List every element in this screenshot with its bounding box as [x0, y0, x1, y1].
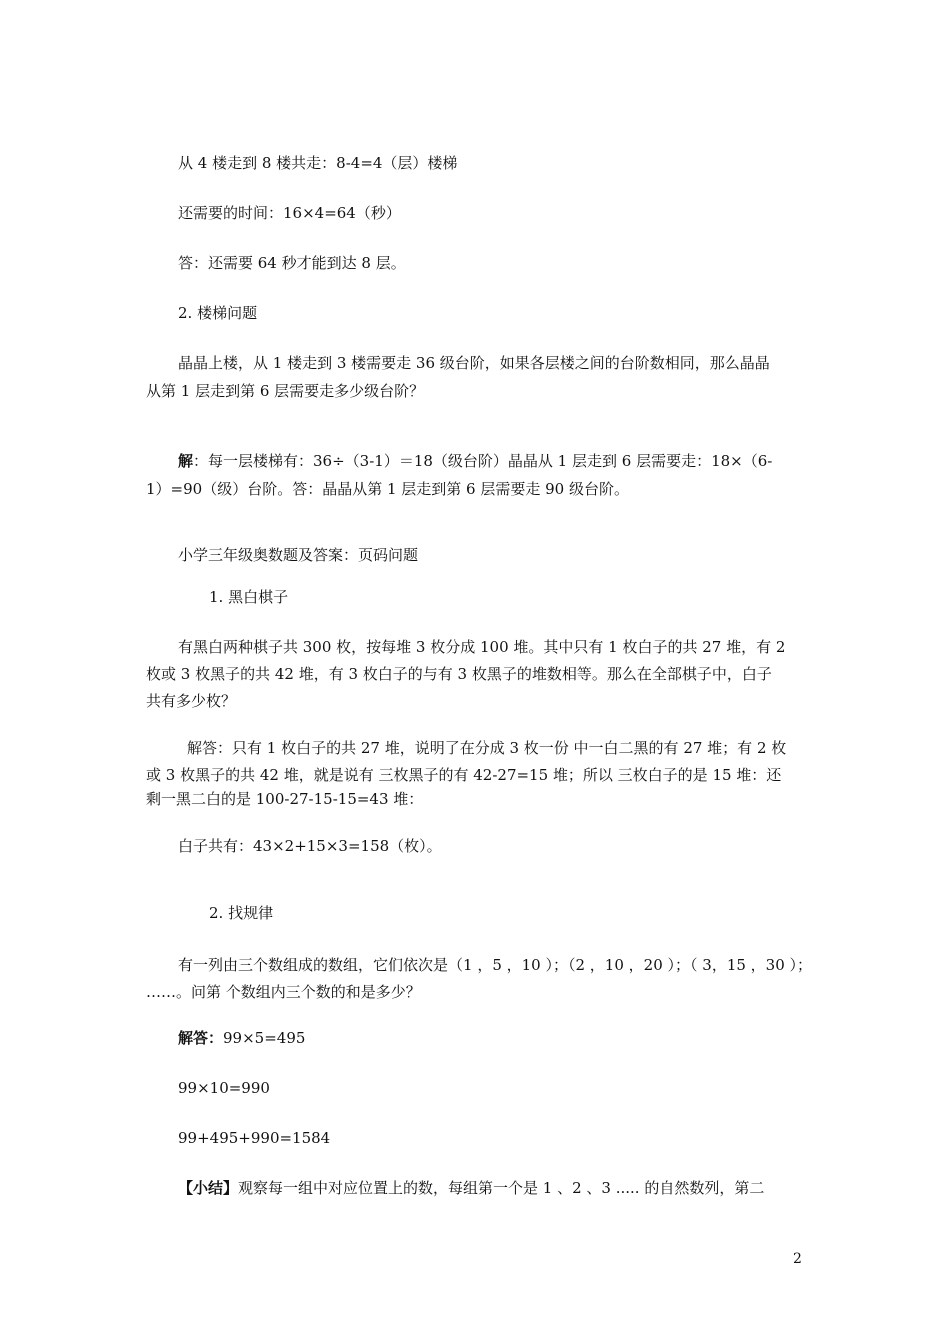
summary-text: 观察每一组中对应位置上的数，每组第一个是 1 、2 、3 ..... 的自然数列，第二 [238, 1179, 765, 1197]
section-heading: 2. 楼梯问题 [178, 304, 258, 322]
text-line: 99×10=990 [178, 1079, 270, 1097]
text-line: 答：还需要 64 秒才能到达 8 层。 [178, 254, 406, 272]
solution-text: ：每一层楼梯有：36÷（3-1）＝18（级台阶）晶晶从 1 层走到 6 层需要走：18×（6- [193, 452, 773, 470]
answer-text: 99×5=495 [223, 1029, 306, 1047]
text-line: 有一列由三个数组成的数组，它们依次是（1 ，5 ，10 ）；（2 ，10 ，20 ）；（ 3，15 ，30 ）； [178, 956, 813, 974]
text-line: 枚或 3 枚黑子的共 42 堆，有 3 枚白子的与有 3 枚黑子的堆数相等。那么在全部棋子中，白子 [146, 665, 772, 683]
text-line [178, 1028, 305, 1048]
page-number: 2 [793, 1251, 802, 1267]
text-line [178, 1178, 764, 1198]
solution-label: 解 [178, 452, 194, 470]
text-line: 共有多少枚？ [146, 692, 237, 710]
text-line: 从 4 楼走到 8 楼共走：8-4=4（层）楼梯 [178, 154, 458, 172]
text-line: 1）=90（级）台阶。答：晶晶从第 1 层走到第 6 层需要走 90 级台阶。 [146, 480, 629, 498]
text-line: 从第 1 层走到第 6 层需要走多少级台阶？ [146, 382, 425, 400]
section-title: 小学三年级奥数题及答案：页码问题 [178, 546, 419, 564]
text-line [178, 451, 772, 471]
section-heading: 2. 找规律 [209, 904, 274, 922]
text-line: 剩一黑二白的是 100-27-15-15=43 堆： [146, 790, 424, 808]
text-line: 或 3 枚黑子的共 42 堆，就是说有 三枚黑子的有 42-27=15 堆；所以 三枚白子的是 15 堆：还 [146, 766, 782, 784]
text-line: 99+495+990=1584 [178, 1129, 331, 1147]
text-line: ……。问第 个数组内三个数的和是多少？ [146, 983, 421, 1001]
text-line: 解答：只有 1 枚白子的共 27 堆，说明了在分成 3 枚一份 中一白二黑的有 27 堆；有 2 枚 [187, 739, 787, 757]
section-heading: 1. 黑白棋子 [209, 588, 289, 606]
summary-label: 【小结】 [178, 1179, 239, 1197]
text-line: 还需要的时间：16×4=64（秒） [178, 204, 401, 222]
text-line: 晶晶上楼，从 1 楼走到 3 楼需要走 36 级台阶，如果各层楼之间的台阶数相同，那么晶晶 [178, 354, 770, 372]
text-line: 有黑白两种棋子共 300 枚，按每堆 3 枚分成 100 堆。其中只有 1 枚白子的共 27 堆，有 2 [178, 638, 786, 656]
answer-label: 解答： [178, 1029, 224, 1047]
text-line: 白子共有：43×2+15×3=158（枚）。 [178, 837, 442, 855]
